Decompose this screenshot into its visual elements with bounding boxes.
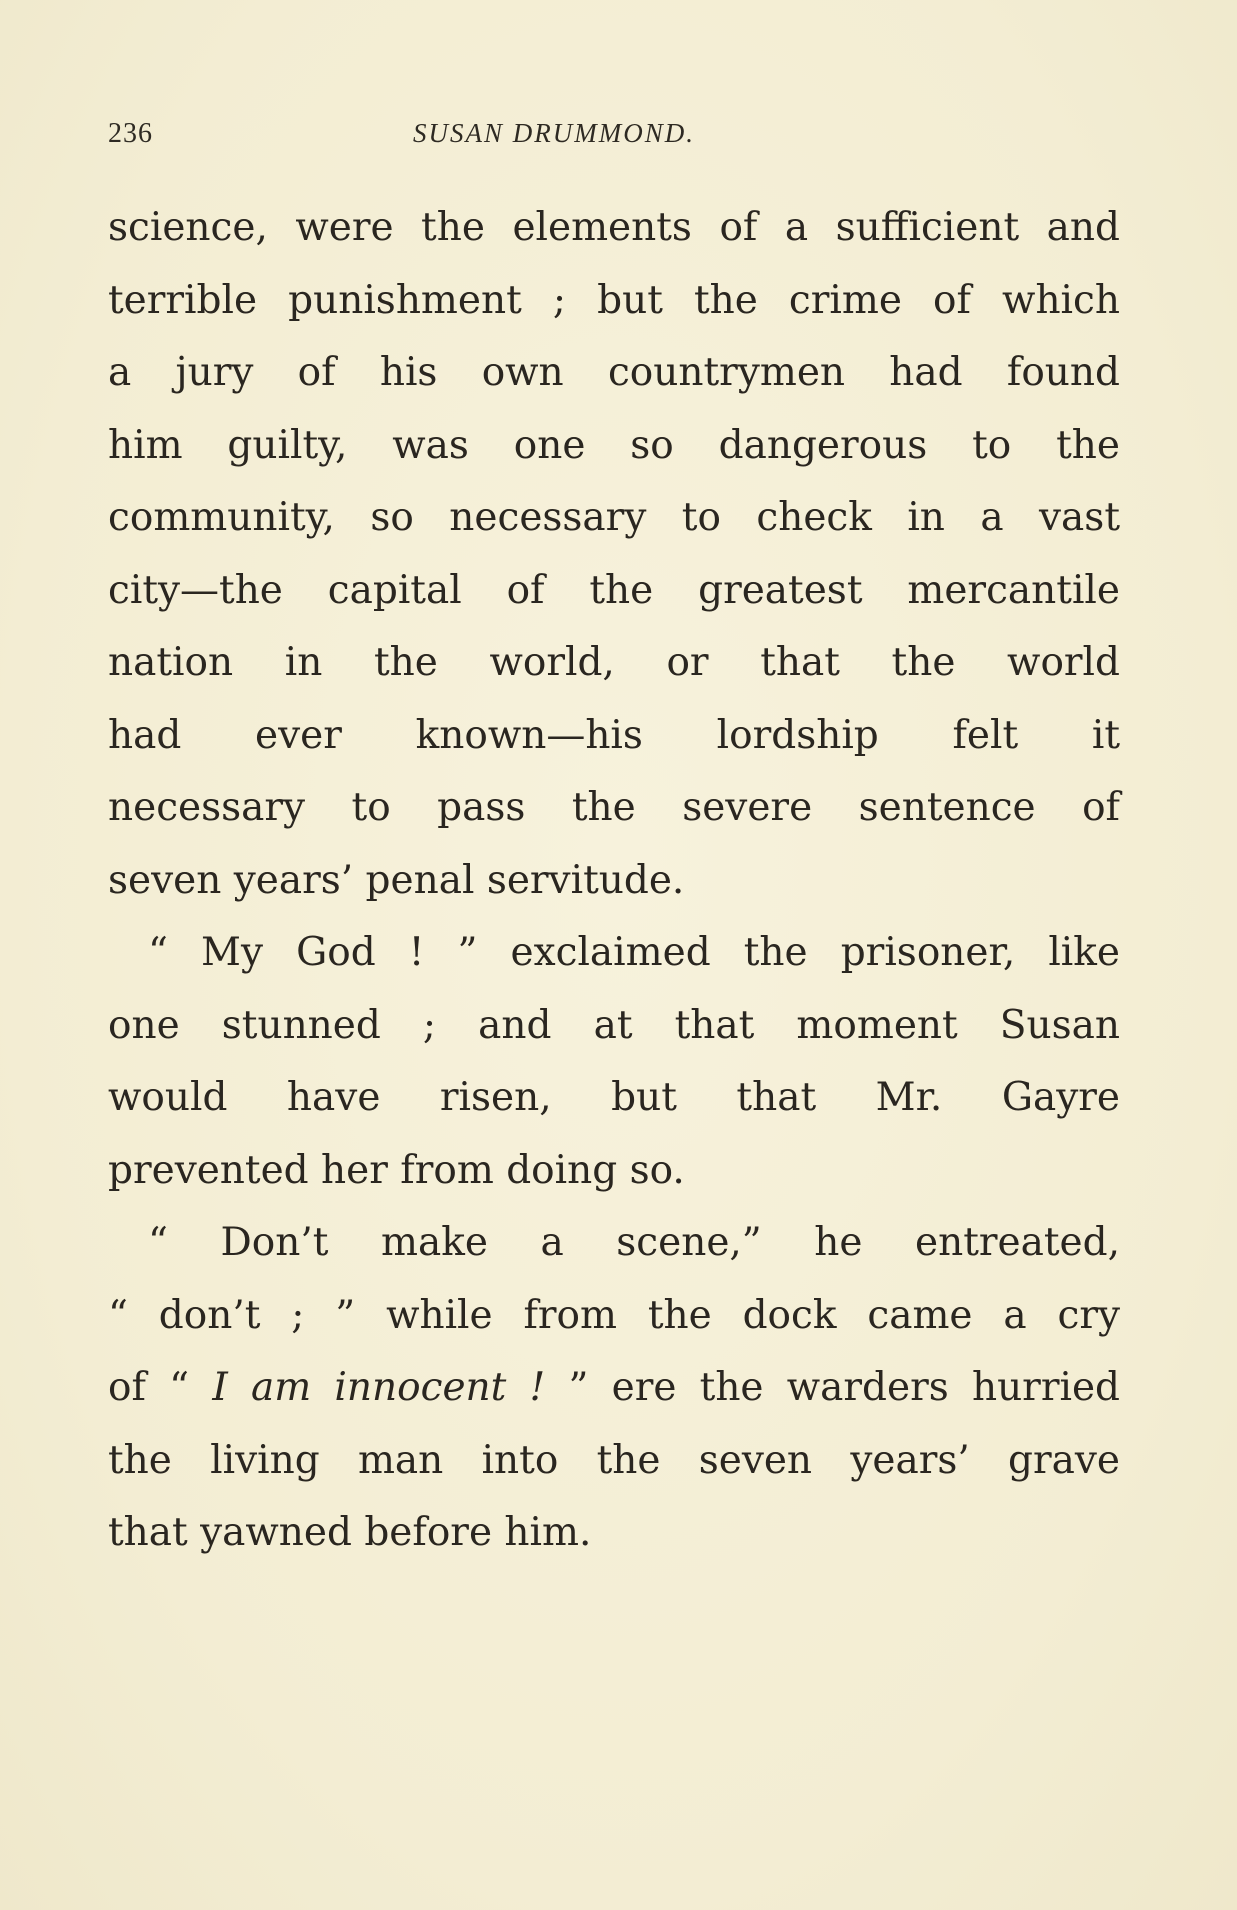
- text-line: terrible punishment ; but the crime of which: [108, 277, 1120, 323]
- text-line: science, were the elements of a sufficient and: [108, 205, 1120, 250]
- running-head: [108, 118, 1120, 158]
- text-line: would have risen, but that Mr. Gayre: [108, 1075, 1120, 1120]
- text-line: had ever known—his lordship felt it: [108, 712, 1120, 758]
- body-text: [108, 192, 1120, 1570]
- text-line: nation in the world, or that the world: [108, 640, 1120, 685]
- text-line: seven years’ penal servitude.: [108, 857, 685, 903]
- text-line: “ Don’t make a scene,” he entreated,: [148, 1220, 1120, 1265]
- italic-quote: I am innocent !: [212, 1365, 546, 1410]
- text-line: the living man into the seven years’ grave: [108, 1437, 1120, 1483]
- text-line: a jury of his own countrymen had found: [108, 350, 1120, 395]
- text-line: that yawned before him.: [108, 1510, 592, 1555]
- text-line: prevented her from doing so.: [108, 1147, 685, 1193]
- text-line-with-italic: [108, 1352, 1120, 1425]
- text-line: community, so necessary to check in a vast: [108, 495, 1120, 540]
- text-line: necessary to pass the severe sentence of: [108, 785, 1120, 830]
- text-line: city—the capital of the greatest mercantile: [108, 567, 1120, 613]
- text-line: “ don’t ; ” while from the dock came a cry: [108, 1292, 1120, 1338]
- page-number: 236: [108, 118, 153, 149]
- text-line: one stunned ; and at that moment Susan: [108, 1002, 1120, 1048]
- text-line: him guilty, was one so dangerous to the: [108, 422, 1120, 468]
- text-fragment: ” ere the warders hurried: [545, 1365, 1120, 1410]
- running-title: SUSAN DRUMMOND.: [413, 118, 695, 148]
- text-fragment: of “: [108, 1365, 213, 1410]
- text-line: “ My God ! ” exclaimed the prisoner, like: [148, 930, 1120, 975]
